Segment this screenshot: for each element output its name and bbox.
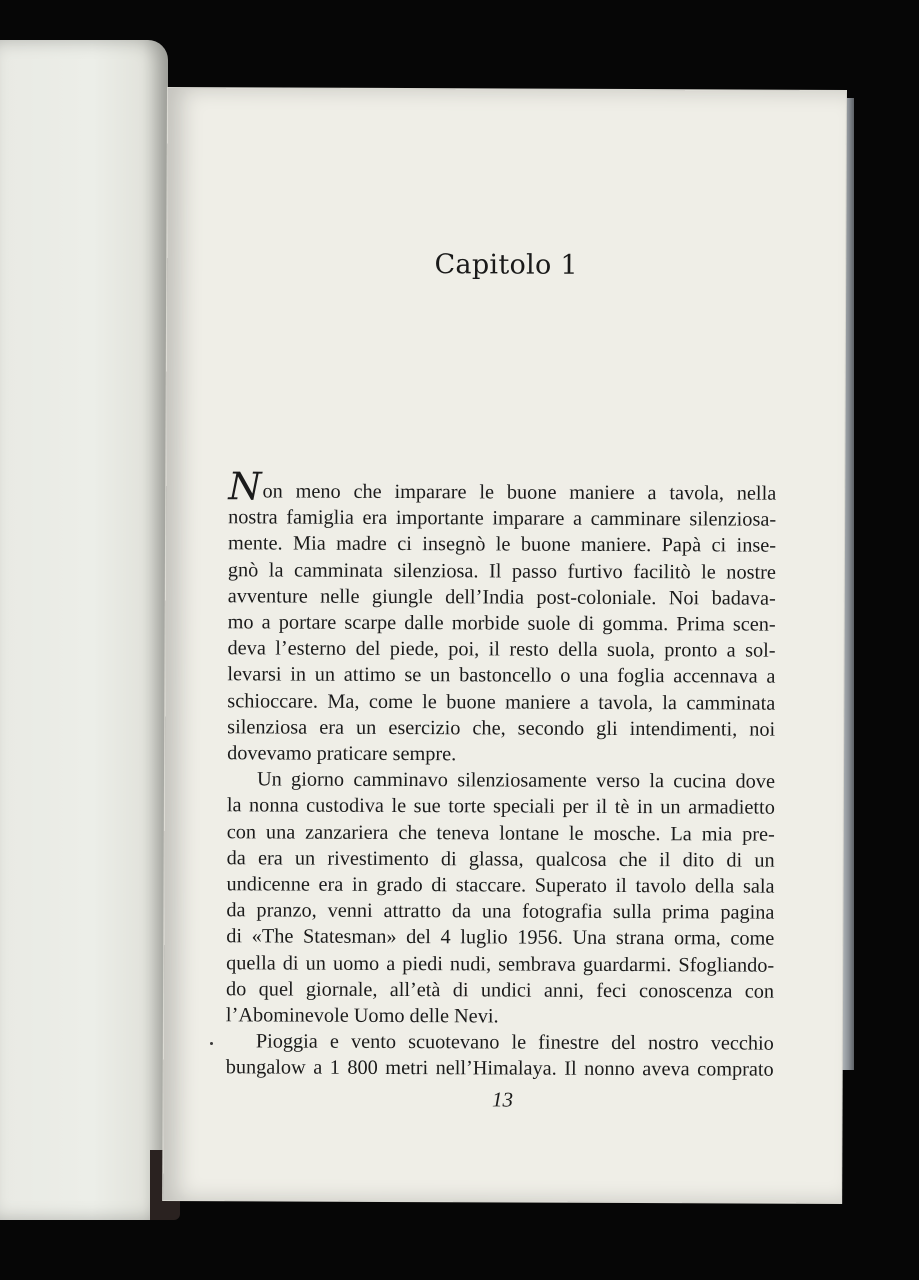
paragraph-3 [226, 1029, 774, 1084]
left-page [0, 40, 168, 1220]
paragraph-1 [227, 464, 777, 769]
text-line: la nonna custodiva le sue torte speciali per il tè in un armadietto [226, 794, 775, 820]
text-line: l’Abominevole Uomo delle Nevi. [225, 1004, 499, 1028]
text-line: Pioggia e vento scuotevano le finestre del nostro vecchio [255, 1030, 774, 1055]
text-line: do quel giornale, all’età di undici anni, feci conoscenza con [226, 978, 775, 1003]
text-line: quella di un uomo a piedi nudi, sembrava guardarmi. Sfogliando- [226, 951, 775, 977]
dust-speck [210, 1042, 213, 1045]
text-line: mente. Mia madre ci insegnò le buone maniere. Papà ci inse- [227, 532, 777, 558]
text-line: dovevamo praticare sempre. [227, 742, 457, 766]
right-page [163, 88, 846, 1203]
page-number: 13 [492, 1087, 514, 1112]
drop-cap: N [228, 464, 262, 509]
text-line: nostra famiglia era importante imparare a camminare silenziosa- [228, 506, 777, 531]
text-line: da pranzo, venni attratto da una fotografia sulla prima pagina [226, 899, 775, 924]
text-line: bungalow a 1 800 metri nell’Himalaya. Il nonno aveva comprato [225, 1056, 774, 1082]
body-text [225, 464, 777, 1083]
text-line: silenziosa era un esercizio che, secondo gli intendimenti, noi [227, 716, 776, 741]
text-line: levarsi in un attimo se un bastoncello o una foglia accennava a [227, 663, 776, 689]
text-line: schioccare. Ma, come le buone maniere a tavola, la camminata [227, 689, 776, 715]
text-line: di «The Statesman» del 4 luglio 1956. Una strana orma, come [226, 925, 775, 951]
text-line: da era un rivestimento di glassa, qualcosa che il dito di un [226, 847, 775, 872]
text-line: Un giorno camminavo silenziosamente verso la cucina dove [256, 768, 776, 793]
text-line: con una zanzariera che teneva lontane le mosche. La mia pre- [226, 820, 775, 846]
text-line: deva l’esterno del piede, poi, il resto della suola, pronto a sol- [227, 637, 776, 662]
text-line: mo a portare scarpe dalle morbide suole di gomma. Prima scen- [227, 611, 776, 636]
text-line: Non meno che imparare le buone maniere a tavola, nella [228, 464, 777, 509]
text-line: avventure nelle giungle dell’India post-coloniale. Noi badava- [227, 585, 776, 610]
paragraph-2 [226, 766, 775, 1030]
text-line: undicenne era in grado di staccare. Superato il tavolo della sala [226, 873, 775, 898]
text-line: gnò la camminata silenziosa. Il passo furtivo facilitò le nostre [227, 558, 776, 584]
chapter-title: Capitolo 1 [434, 249, 579, 281]
